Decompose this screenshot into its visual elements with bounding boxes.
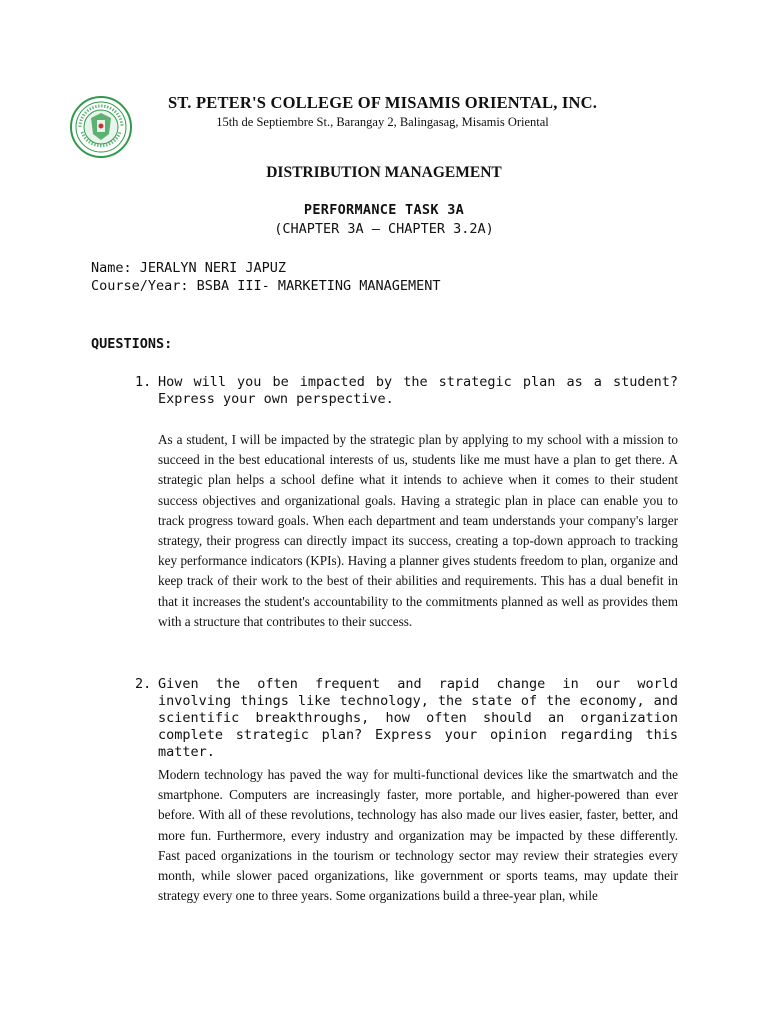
task-subtitle: (CHAPTER 3A – CHAPTER 3.2A) (274, 221, 494, 237)
school-address: 15th de Septiembre St., Barangay 2, Balingasag, Misamis Oriental (216, 115, 549, 129)
school-seal-icon (70, 96, 132, 158)
answer-text: Modern technology has paved the way for multi-functional devices like the smartwatch and the smartphone. Computers are increasingly faster, more portable, and higher-powered than ever before. With all of these revolutions, technology has also made our lives easier, faster, better, and more fun. Furthermore, every industry and organization may be impacted by these differently. Fast paced organizations in the tourism or technology sector may review their strategies every month, while slower paced organizations, like government or sports teams, may update their strategy every one to three years. Some organizations build a three-year plan, while (158, 767, 678, 904)
answer-text: As a student, I will be impacted by the strategic plan by applying to my school with a mission to succeed in the best educational interests of us, students like me must have a plan to get there. A strategic plan helps a school define what it intends to achieve when it comes to their student success objectives and organizational goals. Having a strategic plan in place can enable you to track progress toward goals. When each department and team understands your company's larger strategy, their progress can directly impact its success, creating a top-down approach to tracking key performance indicators (KPIs). Having a planner gives students freedom to plan, organize and keep track of their work to the best of their abilities and requirements. This has a dual benefit in that it increases the student's accountability to the commitments planned as well as provides them with a structure that contributes to their success. (158, 432, 678, 629)
question-number: 1. (135, 374, 152, 390)
question-number: 2. (135, 676, 152, 692)
subject-title: DISTRIBUTION MANAGEMENT (266, 164, 502, 181)
question-text: How will you be impacted by the strategic plan as a student? Express your own perspective. (158, 374, 678, 407)
student-course: Course/Year: BSBA III- MARKETING MANAGEMENT (91, 278, 441, 294)
school-name: ST. PETER'S COLLEGE OF MISAMIS ORIENTAL, INC. (167, 93, 598, 112)
questions-label: QUESTIONS: (91, 336, 173, 352)
student-name: Name: JERALYN NERI JAPUZ (91, 260, 287, 276)
question-text: Given the often frequent and rapid change in our world involving things like technology, the state of the economy, and scientific breakthroughs, how often should an organization complete strategic plan? Express your opinion regarding this matter. (158, 676, 678, 760)
task-title: PERFORMANCE TASK 3A (303, 202, 465, 218)
